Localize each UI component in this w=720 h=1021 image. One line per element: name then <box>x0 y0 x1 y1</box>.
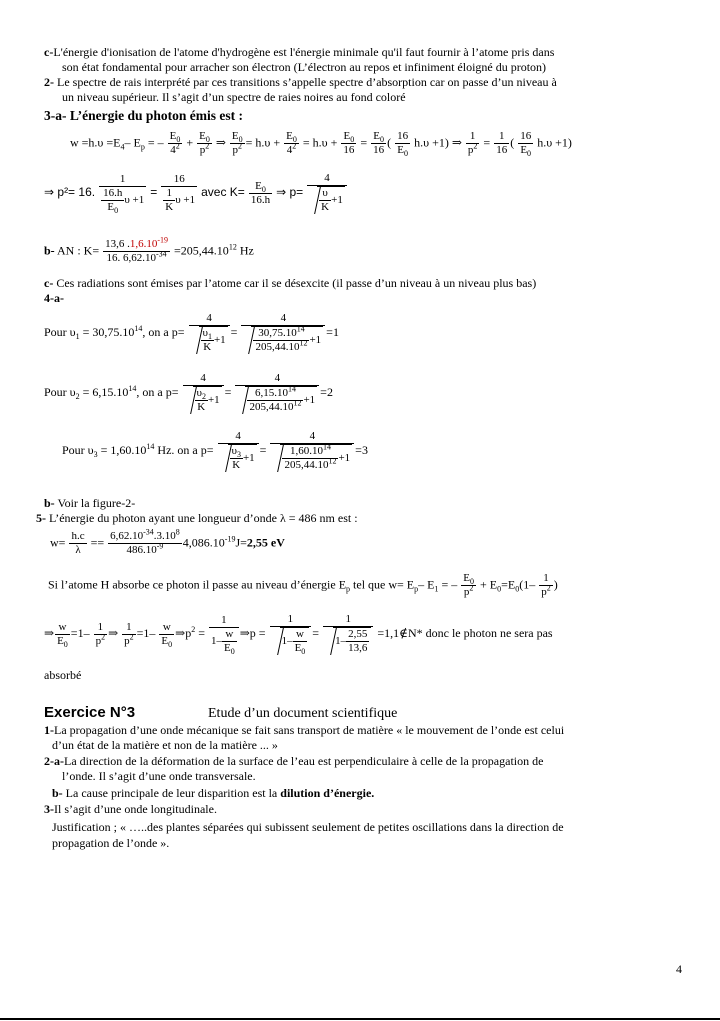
formula-w-photon: w= $\frac{h.c}{\lambda}$ == $\frac{6,62.10^{-34}.3.10^8}{486.10^{-9}}$ $4,086.10^{-19}J=2,55$ eV <box>50 527 285 556</box>
formula-p3: Pour $\upsilon_3 = 1,60.10^{14}$ Hz. on a p= 4 $\frac{\upsilon_3}{K}$ +1 = 4 $\frac{1,60.10^{14}}{205,44.10^{12}}$ +1 =3 <box>62 430 368 471</box>
paragraph-b-figure: b- Voir la figure-2- <box>44 496 136 510</box>
exercise-3-title: Exercice N°3 <box>44 704 136 721</box>
paragraph-5: 5- L’énergie du photon ayant une longueur d’onde λ = 486 nm est : <box>36 511 358 525</box>
ex3-paragraph-2a-cont: l’onde. Il s’agit d’une onde transversale. <box>62 769 256 783</box>
ex3-justification-cont: propagation de l’onde ». <box>52 836 170 850</box>
ex3-paragraph-1-cont: d’un état de la matière et non de la matière ... » <box>52 738 278 752</box>
formula-p-squared: ⇒ p²= 16. 1 $\frac{16.h}{E_0}$ υ +1 = 16 $\frac{1}{K}$ υ +1 avec K= $\frac{E_0}{16.h}$ ⇒ p= 4 $\frac{\upsilon}{K}$ +1 <box>44 172 348 214</box>
formula-p2: Pour $\upsilon_2 = 6,15.10^{14}$, on a p= 4 $\frac{\upsilon_2}{K}$ +1 = 4 $\frac{6,15.10^{14}}{205,44.10^{12}}$ +1 =2 <box>44 372 333 413</box>
formula-p1: Pour $\upsilon_1 = 30,75.10^{14}$, on a p= 4 $\frac{\upsilon_1}{K}$ +1 = 4 $\frac{30,75.10^{14}}{205,44.10^{12}}$ +1 =1 <box>44 312 339 353</box>
paragraph-2-spectre: 2- Le spectre de rais interprété par ces transitions s’appelle spectre d’absorption car on passe d’un niveau à <box>44 75 557 89</box>
paragraph-absorbe: absorbé <box>44 668 82 682</box>
formula-p-check: ⇒ $\frac{w}{E_0}$ =1– $\frac{1}{p^2}$ ⇒ $\frac{1}{p^2}$ =1– $\frac{w}{E_0}$ $\Rightarrow p^2$ = 1 1– $\frac{w}{E_0}$ ⇒p = 1 1– $\frac{w}{E_0}$ = 1 1– $\frac{2,55}{13,6}$ =1,1∉N* donc le photon ne sera pas <box>44 613 553 657</box>
paragraph-2-spectre-cont: un niveau supérieur. Il s’agit d’un spectre de raies noires au fond coloré <box>62 90 406 104</box>
ex3-justification: Justification ; « …..des plantes séparées qui subissent seulement de petites oscillations dans la direction de <box>52 820 564 834</box>
bottom-rule <box>0 1018 720 1020</box>
ex3-paragraph-2a: 2-a-La direction de la déformation de la surface de l’eau est perpendiculaire à celle de la propagation de <box>44 754 544 768</box>
ex3-paragraph-3: 3-Il s’agit d’une onde longitudinale. <box>44 802 217 816</box>
paragraph-c-ionisation: c-L'énergie d'ionisation de l'atome d'hydrogène est l'énergie minimale qu'il faut fournir à l’atome pris dans <box>44 45 555 59</box>
heading-3a: 3-a- L’énergie du photon émis est : <box>44 108 243 123</box>
heading-4a: 4-a- <box>44 291 64 305</box>
paragraph-c-ionisation-cont: son état fondamental pour arracher son électron (L’électron au repos et infiniment éloigné du proton) <box>62 60 547 74</box>
ex3-paragraph-1: 1-La propagation d’une onde mécanique se fait sans transport de matière « le mouvement de l’onde est celui <box>44 723 565 737</box>
formula-photon-energy: $w =h.\upsilon =E_4-$ $E_p$ = – $\frac{E_0}{4^2}$ + $\frac{E_0}{p^2}$ ⇒ $\frac{E_0}{p^2}$ = h.υ + $\frac{E_0}{4^2}$ = h.υ + $\frac{E_0}{16}$ = $\frac{E_0}{16}$ ( $\frac{16}{E_0}$ h.υ +1) ⇒ $\frac{1}{p^2}$ = $\frac{1}{16}$ ( $\frac{16}{E_0}$ h.υ +1) <box>70 130 572 159</box>
page-number: 4 <box>676 962 682 976</box>
ex3-paragraph-2b: b- La cause principale de leur disparition est la dilution d’énergie. <box>52 786 375 800</box>
exercise-3-subtitle: Etude d’un document scientifique <box>208 706 398 721</box>
formula-si-atome: Si l’atome H absorbe ce photon il passe au niveau d’énergie $E_p$ tel que $w= E_p-$ $E_1$ = – $\frac{E_0}{p^2}$ + $E_0=E_0(1-$ $\frac{1}{p^2}$ ) <box>48 572 558 598</box>
formula-k-value: b- AN : K= $\frac{13,6 .1,6.10^{-19}}{16. 6,62.10^{-34}}$ $=205,44.10^{12}$ Hz <box>44 235 254 264</box>
paragraph-c-radiations: c- Ces radiations sont émises par l’atome car il se désexcite (il passe d’un niveau à un niveau plus bas) <box>44 276 537 290</box>
